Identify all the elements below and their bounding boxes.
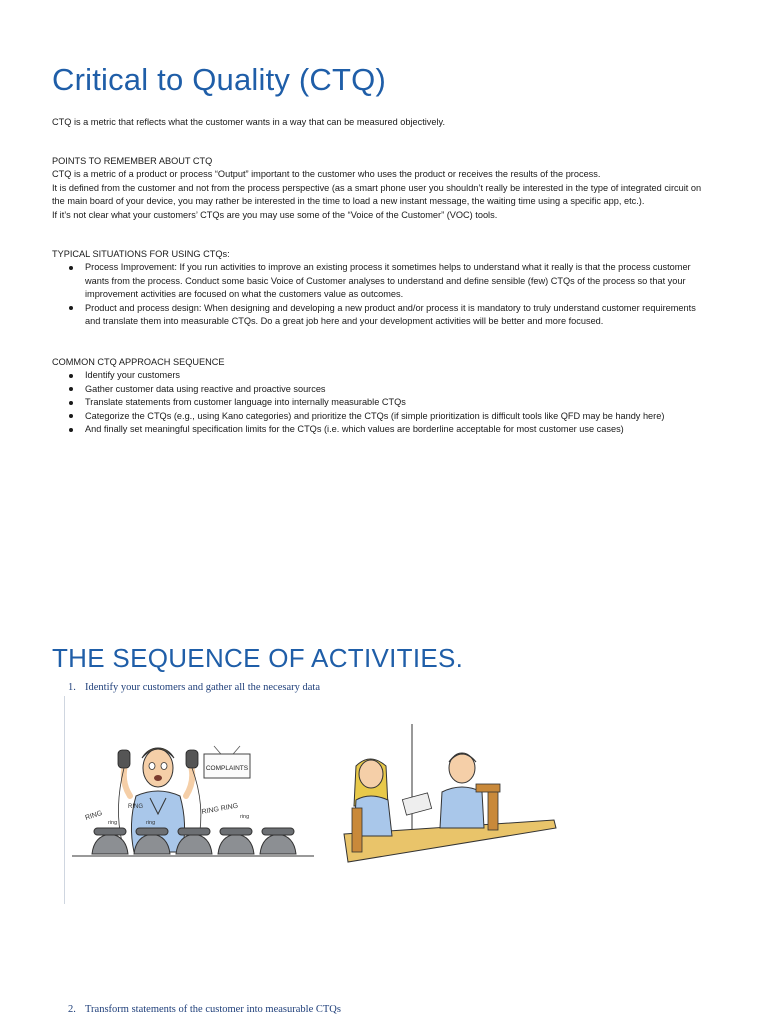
- interview-scene-icon: [344, 724, 556, 862]
- illustration-figure: [64, 696, 720, 904]
- complaints-sign: [204, 746, 250, 778]
- section-title: THE SEQUENCE OF ACTIVITIES.: [52, 643, 464, 673]
- step-item-1: [68, 682, 320, 693]
- points-heading: POINTS TO REMEMBER ABOUT CTQ: [52, 156, 213, 166]
- ring-sound-text: ring: [146, 820, 156, 826]
- step-item-2: [68, 1004, 341, 1015]
- points-line: If it’s not clear what your customers’ CTQs are you may use some of the “Voice of the Customer” (VOC) tools.: [52, 209, 498, 220]
- points-line: It is defined from the customer and not from the process perspective (as a smart phone user you shouldn’t really be interested in the type of integrated circuit on the main board of your device, you may rather be interested in the time to load a new instant message, the waiting time using a specific app, etc.).: [52, 182, 702, 207]
- points-line: CTQ is a metric of a product or process “Output” important to the customer who uses the product or receives the results of the process.: [52, 169, 601, 180]
- step-text: Transform statements of the customer into measurable CTQs: [85, 1004, 341, 1015]
- list-item: Translate statements from customer language into internally measurable CTQs: [52, 396, 712, 409]
- typical-list: [52, 261, 712, 328]
- ring-sound-text: RING RING: [201, 802, 239, 816]
- list-item: Categorize the CTQs (e.g., using Kano categories) and prioritize the CTQs (if simple prioritization is difficult tools like QFD may be handy here): [52, 410, 712, 423]
- customers-illustration: [64, 696, 720, 904]
- list-item: Identify your customers: [52, 369, 712, 382]
- sequence-heading: COMMON CTQ APPROACH SEQUENCE: [52, 357, 225, 367]
- typical-heading: TYPICAL SITUATIONS FOR USING CTQs:: [52, 249, 230, 259]
- approach-sequence-section: [52, 356, 712, 436]
- points-section: [52, 155, 712, 222]
- list-item: Gather customer data using reactive and proactive sources: [52, 383, 712, 396]
- list-item: And finally set meaningful specification limits for the CTQs (i.e. which values are borderline acceptable for most customer use cases): [52, 423, 712, 436]
- ring-sound-text: RING: [84, 809, 104, 822]
- list-item: Product and process design: When designing and developing a new product and/or process it is mandatory to truly understand customer requirements and translate them into measurable CTQs. Do a great job here and your development activities will be better and more focused.: [52, 302, 712, 329]
- intro-paragraph: CTQ is a metric that reflects what the customer wants in a way that can be measured objectively.: [52, 117, 446, 127]
- page-title: Critical to Quality (CTQ): [52, 62, 386, 97]
- complaints-sign-text: COMPLAINTS: [205, 765, 249, 772]
- telephones-icon: [92, 828, 296, 854]
- step-text: Identify your customers and gather all the necesary data: [85, 682, 320, 693]
- list-item: Process Improvement: If you run activities to improve an existing process it sometimes helps to understand what it really is that the process customer wants from the process. Conduct some basic Voice of Customer analyses to understand and define sensible (few) CTQs of the process so that your improvement activities are focused on what the customers value as outcomes.: [52, 261, 712, 301]
- typical-situations-section: [52, 248, 712, 328]
- step-number: 2.: [68, 1004, 76, 1015]
- ring-sound-text: ring: [108, 820, 118, 826]
- step-number: 1.: [68, 682, 76, 693]
- ring-sound-text: ring: [240, 814, 250, 820]
- ring-sound-text: RING: [128, 804, 143, 810]
- sequence-list: [52, 369, 712, 436]
